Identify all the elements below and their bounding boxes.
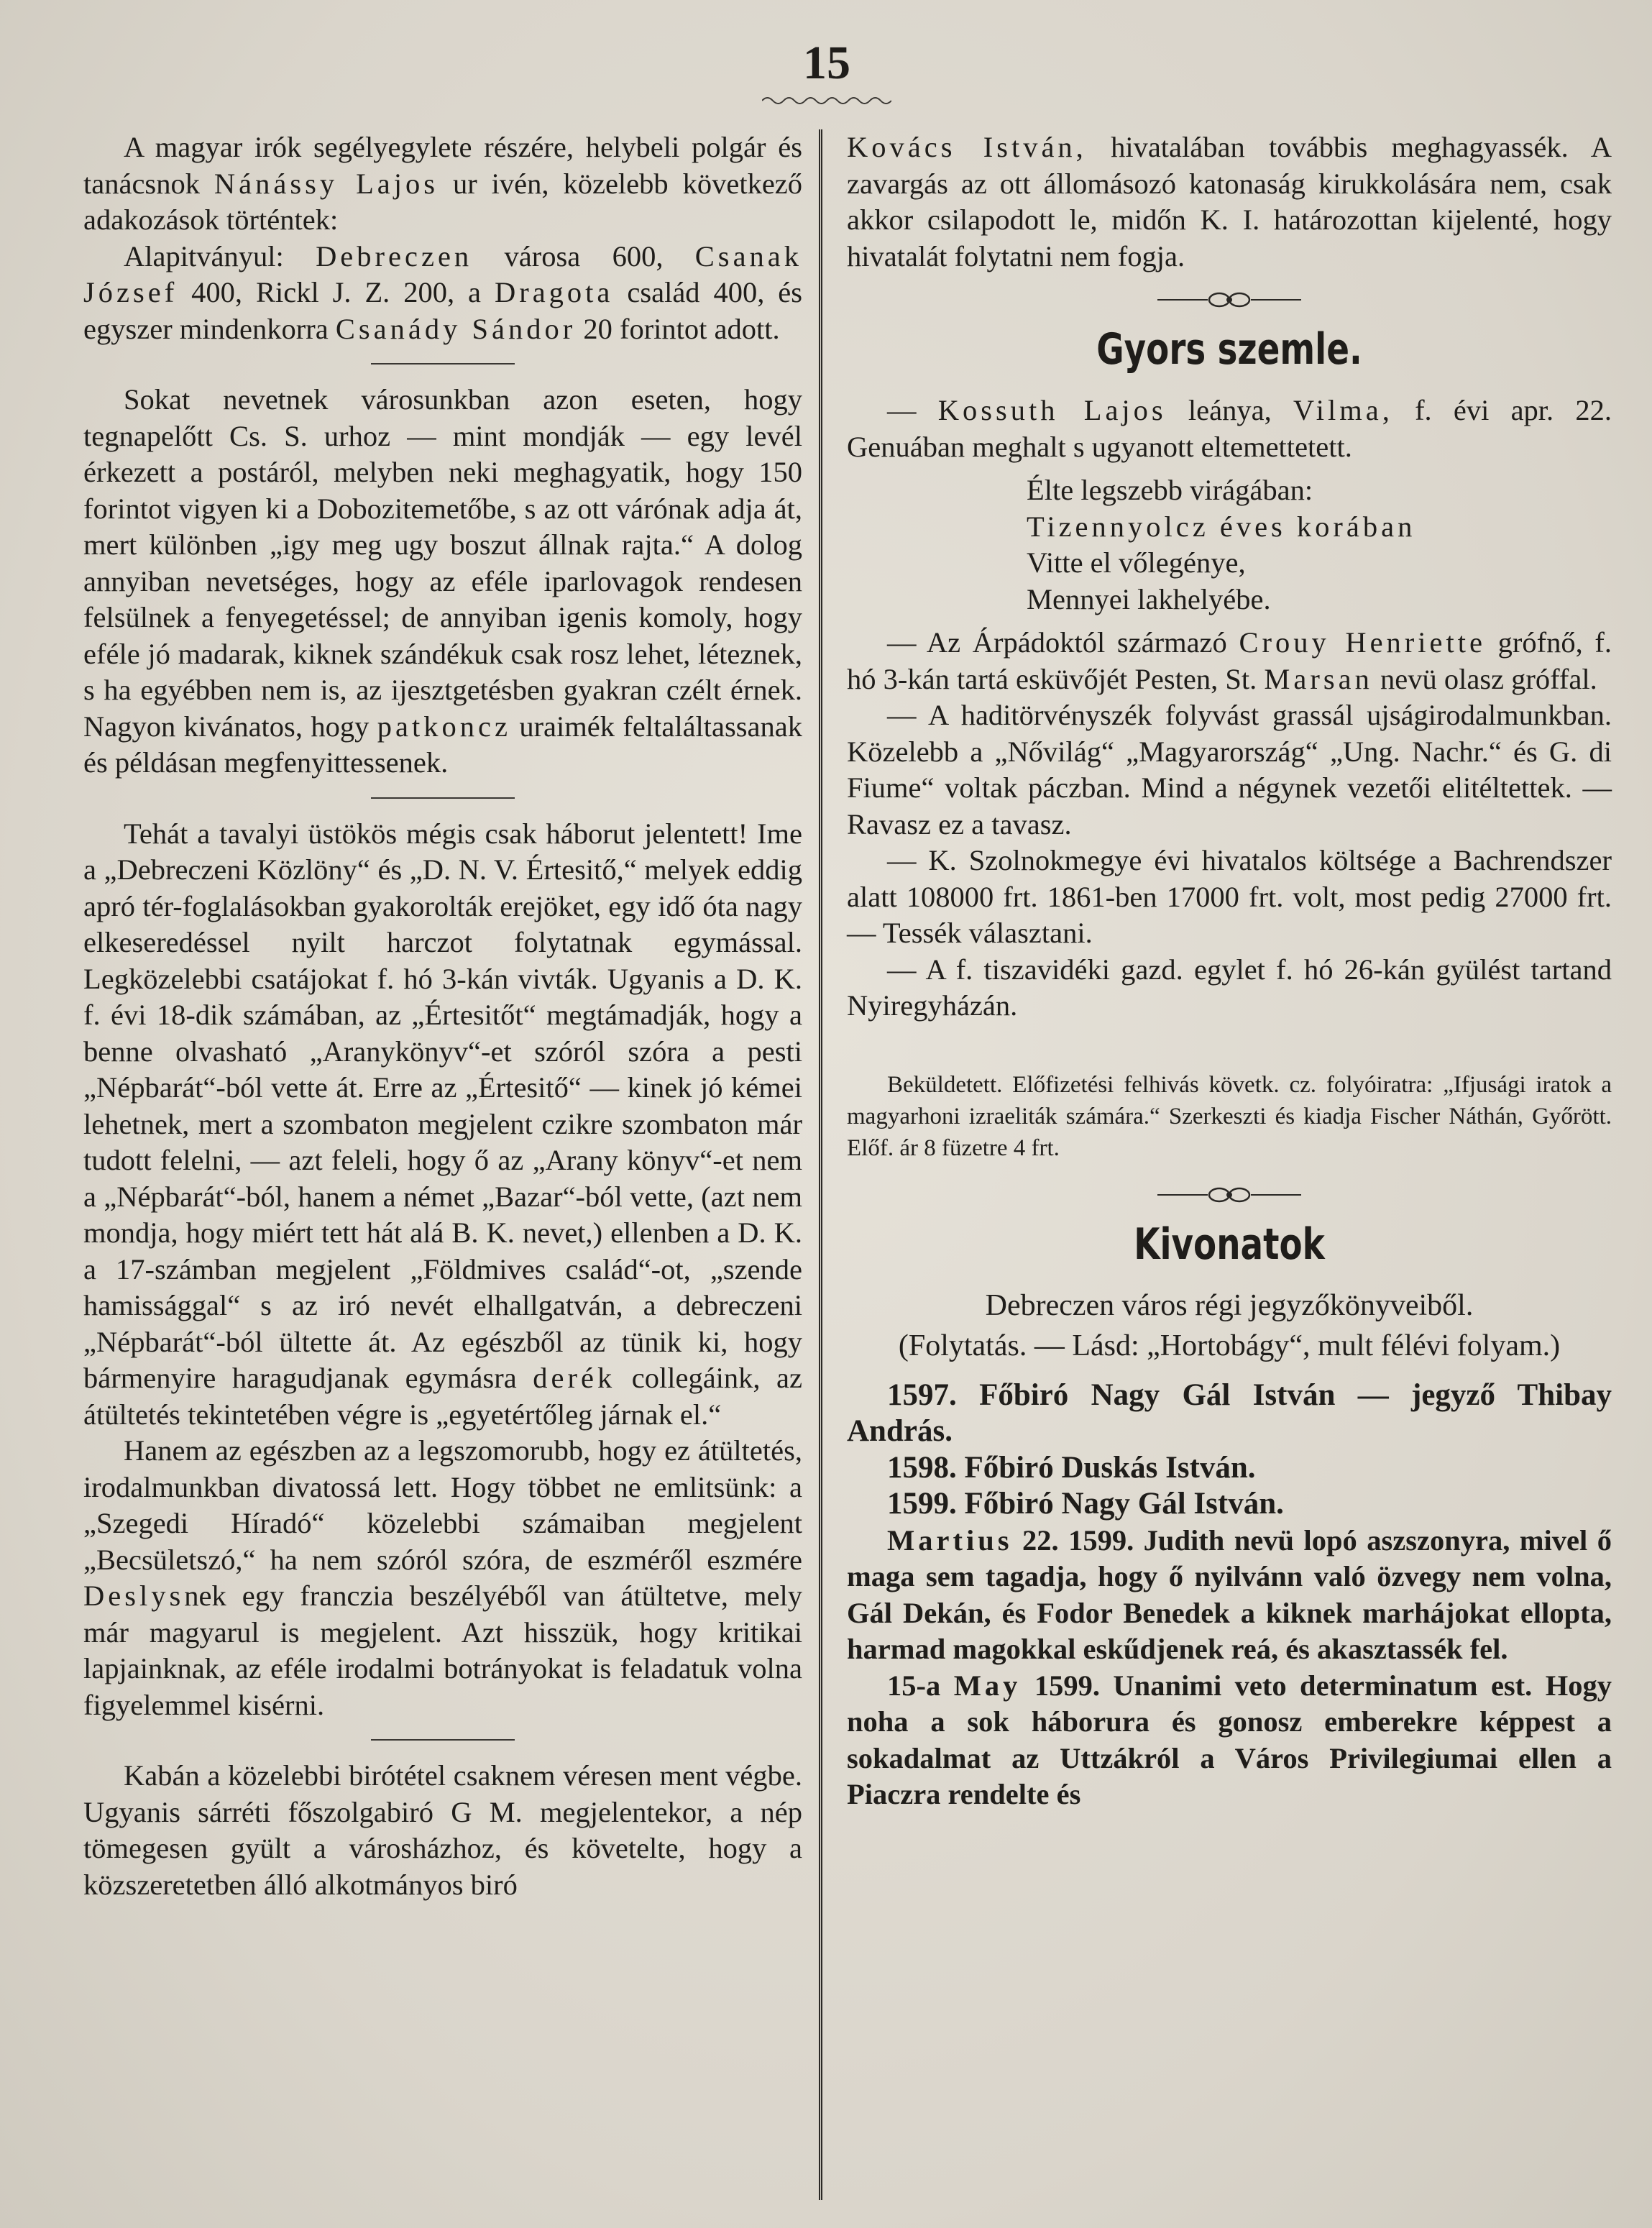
section-heading-gyors-szemle: Gyors szemle. — [1096, 324, 1362, 375]
news-item-court-martial: — A haditörvényszék folyvást grassál ujságirodalmunkban. Közelebb a „Nővilág“ „Magyarország“ „Ung. Nachr.“ és G. di Fiume“ voltak páczban. Mind a négynek vezetői elitéltettek. — Ravasz ez a tavasz. — [847, 699, 1612, 840]
page-number-ornament — [762, 95, 891, 106]
record-1599: 1599. Főbiró Nagy Gál István. — [887, 1487, 1284, 1521]
kivonatok-subtitle: Debreczen város régi jegyzőkönyveiből. — [985, 1288, 1474, 1322]
news-item-kossuth: — Kossuth Lajos leánya, Vilma, f. évi apr. 22. Genuában meghalt s ugyanott eltemettetett. — [847, 394, 1612, 463]
record-1598: 1598. Főbiró Duskás István. — [887, 1450, 1256, 1485]
news-item-crouy: — Az Árpádoktól származó Crouy Henriette grófnő, f. hó 3-kán tartá esküvőjét Pesten, St. Marsan nevü olasz gróffal. — [847, 626, 1612, 695]
article-threat-letter: Sokat nevetnek városunkban azon eseten, hogy tegnapelőtt Cs. S. urhoz — mint mondják — egy levél érkezett a postáról, melyben neki meghagyatik, hogy 150 forintot vigyen ki a Dobozitemetőbe, s az ott várónak adja át, mert különben „igy meg ugy boszut állnak rajta.“ A dolog annyiban nevetséges, hogy az eféle iparlovagok rendesen felsülnek a fenyegetéssel; de annyiban igenis komoly, hogy eféle jó madarak, kiknek szándékuk csak rosz lehet, léteznek, s ha egyébben nem is, az ijesztgetésben gyakran czélt érnek. Nagyon kivánatos, hogy patkoncz uraimék feltaláltassanak és példásan megfenyittessenek. — [83, 383, 803, 779]
poem-line: Élte legszebb virágában: — [1027, 474, 1313, 506]
poem — [1027, 472, 1612, 618]
page-number: 15 — [803, 37, 850, 89]
separator-rule — [371, 797, 515, 799]
poem-line: Vitte el vőlegénye, — [1027, 546, 1246, 579]
left-column — [83, 129, 802, 1903]
section-ornament — [1157, 1184, 1301, 1206]
article-translation-trend: Hanem az egészben az a legszomorubb, hogy ez átültetés, irodalmunkban divatossá lett. Hogy többet ne emlitsünk: a „Szegedi Híradó“ közelebbi számaiban megjelent „Becsületszó,“ ha nem szóról szóra, de eszméről eszmére Deslysnek egy franczia beszélyéből van átültetve, mely már magyarul is megjelent. Azt hisszük, hogy kritikai lapjainknak, az eféle irodalmi botrányokat is feladatuk volna figyelemmel kisérni. — [83, 1434, 802, 1721]
kivonatok-continuation-note: (Folytatás. — Lásd: „Hortobágy“, mult félévi folyam.) — [898, 1329, 1561, 1362]
article-donations-list: Alapitványul: Debreczen városa 600, Csanak József 400, Rickl J. Z. 200, a Dragota család 400, és egyszer mindenkorra Csanády Sándor 20 forintot adott. — [83, 239, 803, 345]
record-1597: 1597. Főbiró Nagy Gál István — jegyző Thibay András. — [847, 1377, 1612, 1448]
record-may-1599: 15-a May 1599. Unanimi veto determinatum est. Hogy noha a sok háborura és gonosz emberekre képpest a sokadalmat az Uttzákról a Város Privilegiumai ellen a Piaczra rendelte és — [847, 1669, 1612, 1810]
poem-line: Mennyei lakhelyébe. — [1027, 582, 1271, 615]
column-divider — [819, 129, 822, 2200]
section-ornament — [1157, 289, 1301, 311]
section-heading-kivonatok: Kivonatok — [1134, 1219, 1325, 1270]
separator-rule — [371, 363, 515, 365]
news-item-tiszavidek: — A f. tiszavidéki gazd. egylet f. hó 26-kán gyülést tartand Nyiregyházán. — [847, 953, 1612, 1022]
article-continuation: Kovács István, hivatalában továbbis meghagyassék. A zavargás az ott állomásozó katonaság kirukkolására nem, csak akkor csilapodott le, midőn K. I. határozottan kijelenté, hogy hivatalát folytatni nem fogja. — [847, 131, 1612, 272]
separator-rule — [371, 1739, 515, 1741]
poem-line: Tizennyolcz éves korában — [1027, 510, 1416, 543]
subscription-notice: Beküldetett. Előfizetési felhivás követk. cz. folyóiratra: „Ifjusági iratok a magyarhoni izraeliták számára.“ Szerkeszti és kiadja Fischer Náthán, Győrött. Előf. ár 8 füzetre 4 frt. — [847, 1071, 1612, 1161]
article-newspaper-feud: Tehát a tavalyi üstökös mégis csak háborut jelentett! Ime a „Debreczeni Közlöny“ és „D. N. V. Értesitő,“ melyek eddig apró tér-foglalásokban gyakorolták erejöket, egy idő óta nagy elkeseredéssel nyilt harczot folytatnak egymással. Legközelebbi csatájokat f. hó 3-kán vivták. Ugyanis a D. K. f. évi 18-dik számában, az „Értesitőt“ megtámadják, hogy a benne olvasható „Aranykönyv“-et szóról szóra a pesti „Népbarát“-ból vette át. Erre az „Értesitő“ — kinek jó kémei lehetnek, mert a szombaton megjelent czikre szombaton már tudott felelni, — azt feleli, hogy ő az „Arany könyv“-et nem a „Népbarát“-ból, hanem a német „Bazar“-ból vette, (azt nem mondja, hogy miért tett hát alá B. K. nevet,) ellenben a D. K. a 17-számban megjelent „Földmives család“-ot, „szende hamissággal“ s az iró nevét elhallgatván, a debreczeni „Népbarát“-ból ültette át. Az egészből az tünik ki, hogy bármenyire haragudjanak egymásra derék collegáink, az átültetés tekintetében végre is „egyetértőleg járnak el.“ — [83, 817, 803, 1431]
article-donations: A magyar irók segélyegylete részére, helybeli polgár és tanácsnok Nánássy Lajos ur ivén, közelebb következő adakozások történtek: — [83, 131, 803, 236]
right-column — [847, 129, 1612, 1813]
record-martius-1599: Martius 22. 1599. Judith nevü lopó aszszonyra, mivel ő maga sem tagadja, hogy ő nyilvánn való özvegy nem volna, Gál Dekán, és Fodor Benedek a kiknek marhájokat ellopta, harmad magokkal eskűdjenek reá, és akasztassék fel. — [847, 1523, 1612, 1665]
article-kaba-election: Kabán a közelebbi birótétel csaknem véresen ment végbe. Ugyanis sárréti főszolgabiró G M. megjelentekor, a nép tömegesen gyült a városházhoz, és követelte, hogy a közszeretetben álló alkotmányos biró — [83, 1759, 802, 1901]
news-item-szolnok-budget: — K. Szolnokmegye évi hivatalos költsége a Bachrendszer alatt 108000 frt. 1861-ben 17000 frt. volt, most pedig 27000 frt. — Tessék választani. — [847, 844, 1612, 949]
